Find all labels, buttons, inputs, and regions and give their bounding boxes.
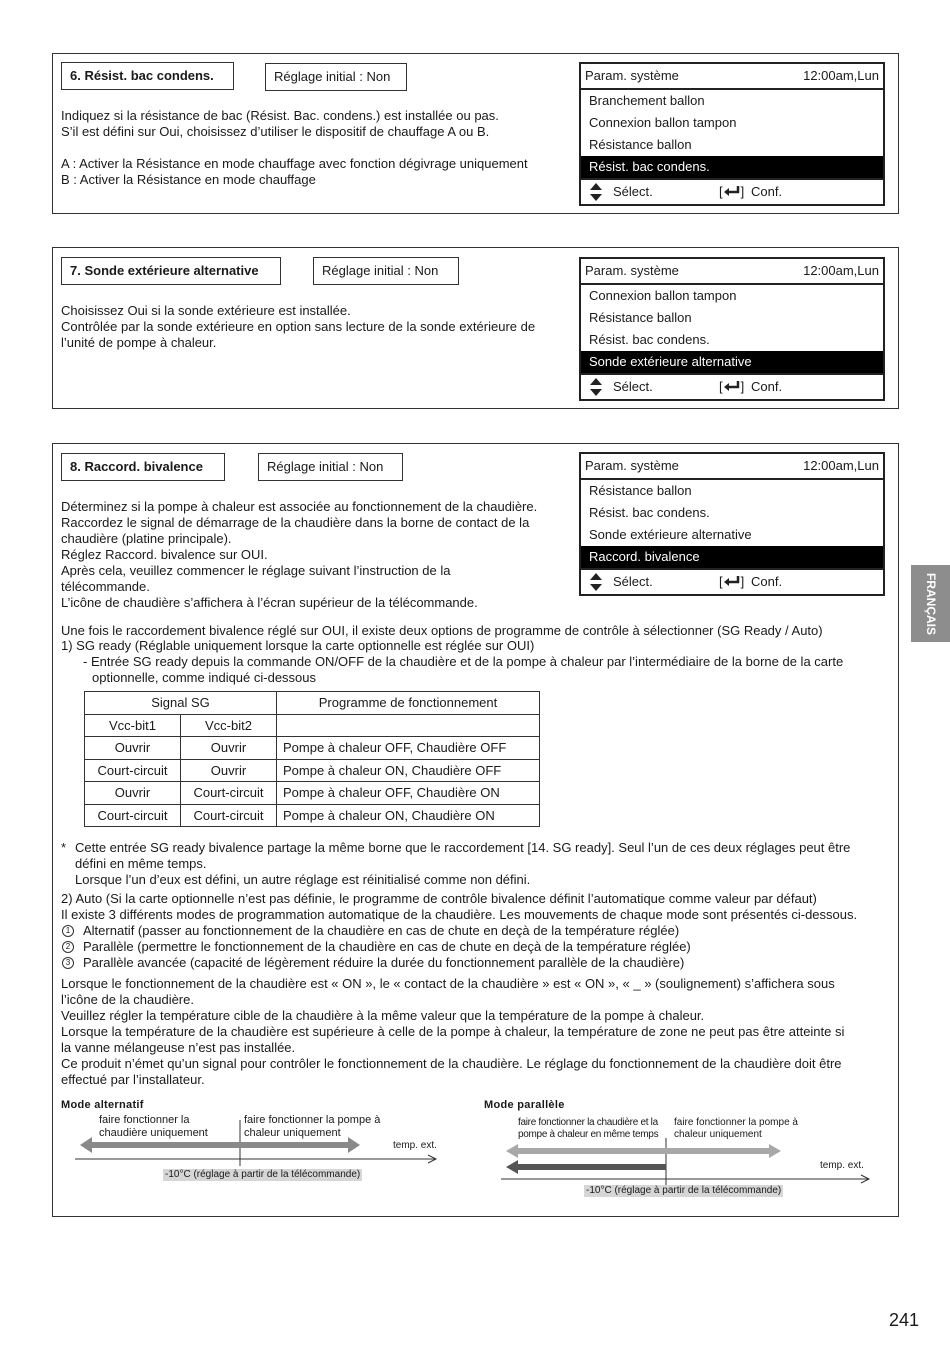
section-6-initial: Réglage initial : Non: [265, 63, 407, 91]
confirm-label: Conf.: [751, 379, 783, 394]
page-number: 241: [889, 1310, 920, 1330]
confirm-label: Conf.: [751, 574, 783, 589]
s6-line-4: A : Activer la Résistance en mode chauffage avec fonction dégivrage uniquement: [61, 156, 528, 171]
circled-number: 3: [62, 957, 74, 969]
note-line-3: Lorsque l’un d’eux est défini, un autre réglage est réinitialisé comme non défini.: [75, 872, 531, 887]
para-line-1: Lorsque le fonctionnement de la chaudière est « ON », le « contact de la chaudière » est « ON », « _ » (soulignement) s’affichera sous: [61, 976, 835, 991]
section-7-title: 7. Sonde extérieure alternative: [61, 257, 281, 285]
remote-screen-s7: [579, 257, 885, 401]
s8-option-1: 1) SG ready (Réglable uniquement lorsque la carte optionnelle est réglée sur OUI): [61, 638, 535, 653]
diagram-footer: -10°C (réglage à partir de la télécommande): [586, 1185, 782, 1196]
s8-intro: Une fois le raccordement bivalence réglé sur OUI, il existe deux options de programme de contrôle à sélectionner (SG Ready / Auto): [61, 623, 823, 638]
para-line-7: effectué par l’installateur.: [61, 1072, 205, 1087]
screen-header: Param. système 12:00am,Lun: [581, 454, 883, 480]
remote-screen-s6: [579, 62, 885, 206]
menu-item: Connexion ballon tampon: [589, 288, 737, 303]
circled-number: 1: [62, 925, 74, 937]
menu-item: Résist. bac condens.: [589, 505, 710, 520]
s8-line-7: L’icône de chaudière s’affichera à l’écran supérieur de la télécommande.: [61, 595, 478, 610]
enter-key-icon: [ ]: [719, 184, 745, 199]
menu-item: Sonde extérieure alternative: [589, 527, 752, 542]
s7-line-2: Contrôlée par la sonde extérieure en option sans lecture de la sonde extérieure de: [61, 319, 536, 334]
s8-option-2-desc: Il existe 3 différents modes de programmation automatique de la chaudière. Les mouvements de chaque mode sont présentés ci-dessous.: [61, 907, 858, 922]
mode-1: Alternatif (passer au fonctionnement de la chaudière en cas de chute en deçà de la température réglée): [83, 923, 680, 938]
s7-line-3: l’unité de pompe à chaleur.: [61, 335, 217, 350]
table-header: Vcc-bit1: [85, 714, 181, 737]
s6-line-1: Indiquez si la résistance de bac (Résist. Bac. condens.) est installée ou pas.: [61, 108, 499, 123]
menu-item: Résistance ballon: [589, 483, 692, 498]
select-label: Sélect.: [613, 379, 653, 394]
note-line-2: défini en même temps.: [75, 856, 207, 871]
para-line-6: Ce produit n’émet qu’un signal pour contrôler le fonctionnement de la chaudière. Le réglage du fonctionnement de la chaudière doit être: [61, 1056, 842, 1071]
screen-header: Param. système 12:00am,Lun: [581, 64, 883, 90]
s6-line-5: B : Activer la Résistance en mode chauffage: [61, 172, 316, 187]
s8-line-2: Raccordez le signal de démarrage de la chaudière dans la borne de contact de la: [61, 515, 530, 530]
sg-signal-table: [84, 691, 540, 827]
diagram-label: chaleur uniquement: [674, 1129, 762, 1140]
s8-line-1: Déterminez si la pompe à chaleur est associée au fonctionnement de la chaudière.: [61, 499, 538, 514]
table-row: Ouvrir Ouvrir Pompe à chaleur OFF, Chaudière OFF: [85, 737, 540, 760]
para-line-3: Veuillez régler la température cible de la chaudière à la même valeur que la température de la pompe à chaleur.: [61, 1008, 705, 1023]
menu-item: Branchement ballon: [589, 93, 705, 108]
menu-item: Connexion ballon tampon: [589, 115, 737, 130]
menu-item-selected: Raccord. bivalence: [581, 546, 883, 568]
screen-footer: [581, 178, 883, 204]
diagram-alternatif-title: Mode alternatif: [61, 1099, 144, 1111]
remote-screen-s8: [579, 452, 885, 596]
screen-footer: [581, 568, 883, 594]
diagram-footer: -10°C (réglage à partir de la télécommande): [165, 1169, 361, 1180]
para-line-2: l’icône de la chaudière.: [61, 992, 194, 1007]
mode-2: Parallèle (permettre le fonctionnement de la chaudière en cas de chute en deçà de la température réglée): [83, 939, 691, 954]
select-label: Sélect.: [613, 574, 653, 589]
up-down-arrow-icon: [590, 378, 602, 396]
diagram-label: chaudière uniquement: [99, 1127, 208, 1139]
s8-line-3: chaudière (platine principale).: [61, 531, 232, 546]
table-row: Court-circuit Court-circuit Pompe à chaleur ON, Chaudière ON: [85, 804, 540, 827]
s8-line-6: télécommande.: [61, 579, 150, 594]
diagram-label: pompe à chaleur en même temps: [518, 1129, 659, 1140]
screen-footer: [581, 373, 883, 399]
s8-option-2: 2) Auto (Si la carte optionnelle n’est pas définie, le programme de contrôle bivalence définit l’automatique comme valeur par défaut): [61, 891, 817, 906]
diagram-parallele-title: Mode parallèle: [484, 1099, 565, 1111]
up-down-arrow-icon: [590, 183, 602, 201]
diagram-axis-label: temp. ext.: [820, 1160, 864, 1171]
menu-item: Résistance ballon: [589, 137, 692, 152]
select-label: Sélect.: [613, 184, 653, 199]
up-down-arrow-icon: [590, 573, 602, 591]
language-tab: FRANÇAIS: [911, 565, 950, 642]
diagram-label: faire fonctionner la pompe à: [244, 1114, 381, 1126]
table-row: Court-circuit Ouvrir Pompe à chaleur ON, Chaudière OFF: [85, 759, 540, 782]
s6-line-2: S’il est défini sur Oui, choisissez d’utiliser le dispositif de chauffage A ou B.: [61, 124, 490, 139]
menu-item-selected: Sonde extérieure alternative: [581, 351, 883, 373]
section-8-initial: Réglage initial : Non: [258, 453, 403, 481]
diagram-label: faire fonctionner la chaudière et la: [518, 1117, 658, 1128]
enter-key-icon: [ ]: [719, 574, 745, 589]
menu-item: Résist. bac condens.: [589, 332, 710, 347]
s8-option-1-sub-2: optionnelle, comme indiqué ci-dessous: [92, 670, 317, 685]
note-asterisk: *: [61, 840, 67, 855]
screen-header: Param. système 12:00am,Lun: [581, 259, 883, 285]
circled-number: 2: [62, 941, 74, 953]
menu-item-selected: Résist. bac condens.: [581, 156, 883, 178]
diagram-label: chaleur uniquement: [244, 1127, 341, 1139]
para-line-5: la vanne mélangeuse n’est pas installée.: [61, 1040, 296, 1055]
s7-line-1: Choisissez Oui si la sonde extérieure est installée.: [61, 303, 351, 318]
para-line-4: Lorsque la température de la chaudière est supérieure à celle de la pompe à chaleur, la température de zone ne peut pas être atteinte si: [61, 1024, 845, 1039]
mode-3: Parallèle avancée (capacité de légèrement réduire la durée du fonctionnement parallèle de la chaudière): [83, 955, 685, 970]
table-header: Programme de fonctionnement: [277, 692, 540, 715]
diagram-axis-label: temp. ext.: [393, 1140, 437, 1151]
diagram-label: faire fonctionner la pompe à: [674, 1117, 798, 1128]
confirm-label: Conf.: [751, 184, 783, 199]
section-8-title: 8. Raccord. bivalence: [61, 453, 225, 481]
menu-item: Résistance ballon: [589, 310, 692, 325]
table-header: Vcc-bit2: [181, 714, 277, 737]
s8-option-1-sub-1: - Entrée SG ready depuis la commande ON/OFF de la chaudière et de la pompe à chaleur par l’intermédiaire de la borne de la carte: [83, 654, 844, 669]
note-line-1: Cette entrée SG ready bivalence partage la même borne que le raccordement [14. SG ready]. Seul l’un de ces deux réglages peut être: [75, 840, 851, 855]
s8-line-4: Réglez Raccord. bivalence sur OUI.: [61, 547, 268, 562]
enter-key-icon: [ ]: [719, 379, 745, 394]
section-6-title: 6. Résist. bac condens.: [61, 62, 234, 90]
section-7-initial: Réglage initial : Non: [313, 257, 459, 285]
table-header: Signal SG: [85, 692, 277, 715]
s8-line-5: Après cela, veuillez commencer le réglage suivant l’instruction de la: [61, 563, 451, 578]
table-row: Ouvrir Court-circuit Pompe à chaleur OFF, Chaudière ON: [85, 782, 540, 805]
diagram-label: faire fonctionner la: [99, 1114, 190, 1126]
